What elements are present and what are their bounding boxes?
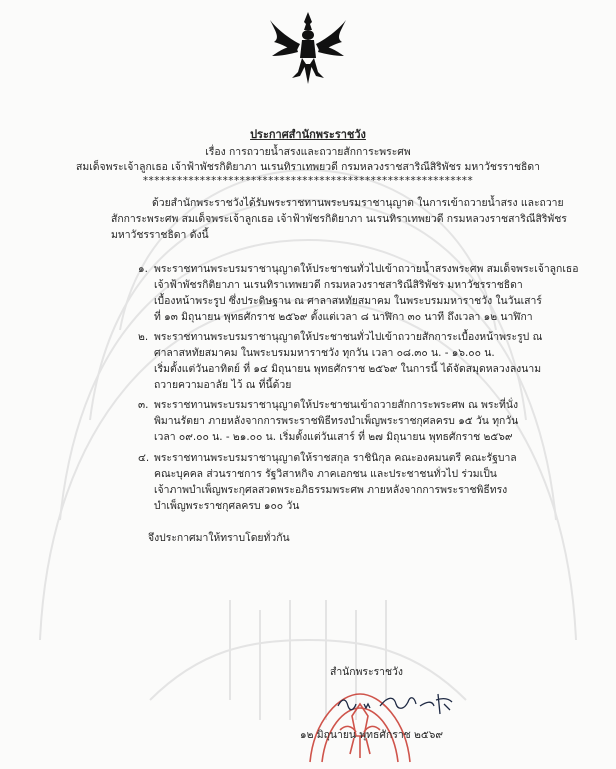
item-2-line-3: เริ่มตั้งแต่วันอาทิตย์ ที่ ๑๔ มิถุนายน พุทธศักราช ๒๕๖๙ ในการนี้ ได้จัดสมุดหลวงลงนาม [154,363,542,375]
item-4-line-3: เจ้าภาพบำเพ็ญพระกุศลสวดพระอภิธรรมพระศพ ภายหลังจากการพระราชพิธีทรง [154,484,508,496]
date-line: ๑๒ มิถุนายน พุทธศักราช ๒๕๖๙ [300,729,443,741]
subject-line-2: สมเด็จพระเจ้าลูกเธอ เจ้าฟ้าพัชรกิติยาภา นเรนทิราเทพยวดี กรมหลวงราชสาริณีสิริพัชร มหาวัชรราชธิดา [76,161,540,173]
item-3-line-3: เวลา ๐๙.๐๐ น. - ๒๑.๐๐ น. เริ่มตั้งแต่วันเสาร์ ที่ ๒๗ มิถุนายน พุทธศักราช ๒๕๖๙ [154,431,513,443]
garuda-emblem-icon [266,8,350,88]
item-4-line-4: บำเพ็ญพระราชกุศลครบ ๑๐๐ วัน [154,500,300,512]
item-2-line-4: ถวายความอาลัย ไว้ ณ ที่นี้ด้วย [154,379,292,391]
item-number: ๒. [138,331,149,343]
document-title: ประกาศสำนักพระราชวัง [250,128,366,141]
item-number: ๓. [138,399,149,411]
item-2-line-1: พระราชทานพระบรมราชานุญาตให้ประชาชนทั่วไปเข้าถวายสักการะเบื้องหน้าพระรูป ณ [154,331,543,343]
item-2-line-2: ศาลาสหทัยสมาคม ในพระบรมมหาราชวัง ทุกวัน เวลา ๐๘.๓๐ น. - ๑๖.๐๐ น. [154,347,495,359]
item-1-line-4: ที่ ๑๓ มิถุนายน พุทธศักราช ๒๕๖๙ ตั้งแต่เวลา ๘ นาฬิกา ๓๐ นาที ถึงเวลา ๑๒ นาฬิกา [154,311,533,323]
item-number: ๑. [138,263,148,275]
signatory-label: สำนักพระราชวัง [330,666,403,678]
closing-line: จึงประกาศมาให้ทราบโดยทั่วกัน [148,532,290,544]
intro-line-1: ด้วยสำนักพระราชวังได้รับพระราชทานพระบรมราชานุญาต ในการเข้าถวายน้ำสรง และถวาย [152,197,564,209]
item-4-line-2: คณะบุคคล ส่วนราชการ รัฐวิสาหกิจ ภาคเอกชน และประชาชนทั่วไป ร่วมเป็น [154,468,497,480]
item-1-line-1: พระราชทานพระบรมราชานุญาตให้ประชาชนทั่วไปเข้าถวายน้ำสรงพระศพ สมเด็จพระเจ้าลูกเธอ [154,263,579,275]
item-3-line-2: พิมานรัตยา ภายหลังจากการพระราชพิธีทรงบำเพ็ญพระราชกุศลครบ ๑๕ วัน ทุกวัน [154,415,519,427]
subject-line: เรื่อง การถวายน้ำสรงและถวายสักการะพระศพ [205,146,411,158]
item-4-line-1: พระราชทานพระบรมราชานุญาตให้ราชสกุล ราชินิกุล คณะองคมนตรี คณะรัฐบาล [154,452,517,464]
item-number: ๔. [138,452,150,464]
item-3-line-1: พระราชทานพระบรมราชานุญาตให้ประชาชนเข้าถวายสักการะพระศพ ณ พระที่นั่ง [154,399,519,411]
separator-stars: ********************************************************** [142,175,474,187]
item-1-line-2: เจ้าฟ้าพัชรกิติยาภา นเรนทิราเทพยวดี กรมหลวงราชสาริณีสิริพัชร มหาวัชรราชธิดา [154,279,523,291]
item-1-line-3: เบื้องหน้าพระรูป ซึ่งประดิษฐาน ณ ศาลาสหทัยสมาคม ในพระบรมมหาราชวัง ในวันเสาร์ [154,295,542,307]
handwritten-signature [336,688,456,716]
intro-line-2: สักการะพระศพ สมเด็จพระเจ้าลูกเธอ เจ้าฟ้าพัชรกิติยาภา นเรนทิราเทพยวดี กรมหลวงราชสาริณีสิริพัชร [111,213,567,225]
intro-line-3: มหาวัชรราชธิดา ดังนี้ [111,229,209,241]
